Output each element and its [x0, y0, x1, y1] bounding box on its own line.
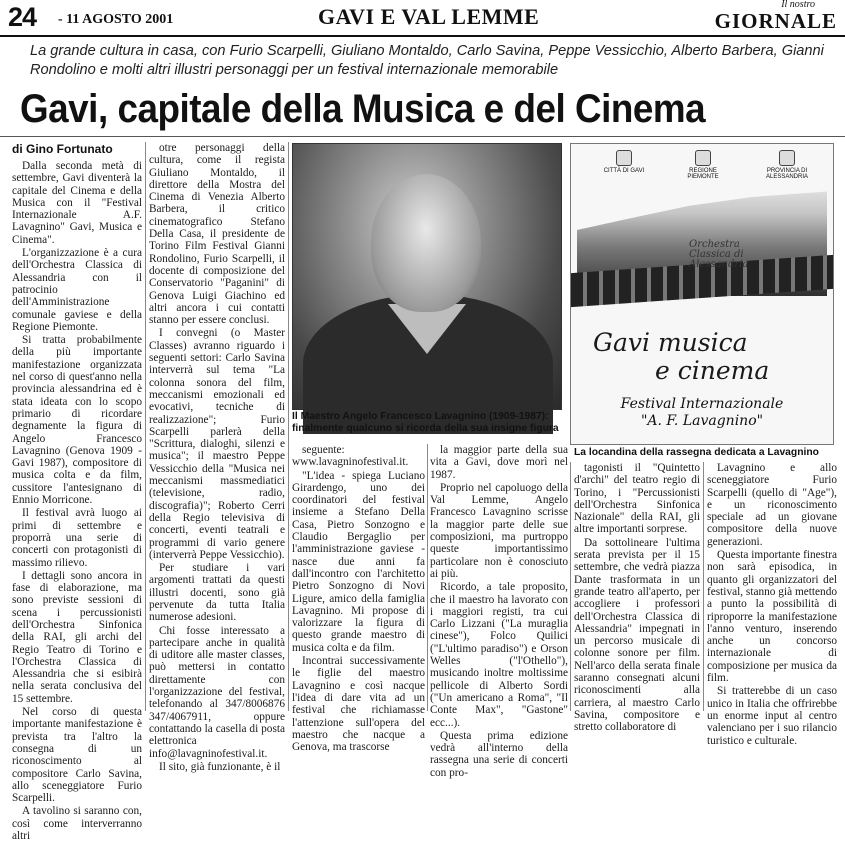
article-column-5 [574, 462, 700, 734]
column-divider [288, 142, 289, 711]
poster-caption: La locandina della rassegna dedicata a Lavagnino [574, 447, 819, 458]
paragraph: Lavagnino e allo sceneggiatore Furio Scarpelli (quello di "Age"), e un riconoscimento speciale ad un giovane compositore della nuove generazioni. [707, 462, 837, 548]
paragraph: I dettagli sono ancora in fase di elaborazione, ma sono previste sessioni di scena i percussionisti dell'Orchestra Sinfonica della RAI, gli archi del Regio Teatro di Torino e l'Orchestra Classica di Alessandria che si esibirà nella serata conclusiva del 15 settembre. [12, 569, 142, 705]
paragraph: la maggior parte della sua vita a Gavi, dove morì nel 1987. [430, 444, 568, 481]
logo-big-text: GIORNALE [714, 9, 837, 33]
column-divider [427, 444, 428, 711]
paragraph: "L'idea - spiega Luciano Girardengo, uno dei coordinatori del festival insieme a Stefano Della Casa, Pietro Sonzogno e Claudio Bergaglio per l'amministrazione gaviese - nasce due anni fa dall'incontro con l'architetto Pietro Sonzogno di Novi Ligure, amico della famiglia Lavagnino. Mi propose di valorizzare la figura di questo grande maestro di musica colta e da film. [292, 469, 425, 654]
poster-title: Gavi musica e cinema [593, 328, 770, 385]
paragraph: Dalla seconda metà di settembre, Gavi diventerà la capitale del Cinema e della Musica con il "Festival Internazionale A.F. Lavagnino" Gavi, Musica e Cinema". [12, 160, 142, 246]
paragraph: seguente: www.lavagninofestival.it. [292, 444, 409, 469]
article-subtitle: La grande cultura in casa, con Furio Scarpelli, Giuliano Montaldo, Carlo Savina, Peppe Vessicchio, Alberto Barbera, Gianni Rondolino e molti altri illustri personaggi per un festival internazionale memorabile [30, 43, 824, 78]
paragraph: otre personaggi della cultura, come il regista Giuliano Montaldo, il direttore della Mostra del Cinema di Venezia Alberto Barbera, il critico cinematografico Stefano Della Casa, il presidente de Torino Film Festival Gianni Rondolino, Furio Scarpelli, il docente di composizione del Conservatorio "Paganini" di Genova Luigi Giachino ed altri ancora i cui contatti stanno per essere conclusi. [149, 142, 285, 327]
paragraph: Si tratta probabilmente della più importante manifestazione organizzata nel corso di quest'anno nella provincia alessandrina ed è stata ideata con lo scopo primario di ricordare degnamente la figura di Angelo Francesco Lavagnino (Genova 1909 - Gavi 1987), compositore di musica colta e da film, cussitore l'antesignano di Ennio Morricone. [12, 334, 142, 507]
article-column-1 [12, 160, 142, 842]
poster-logo-provincia: PROVINCIA DI ALESSANDRIA [751, 150, 823, 180]
logo-small-text: Il nostro [781, 0, 815, 10]
coat-of-arms-icon [616, 150, 632, 166]
poster-logo-regione: REGIONE PIEMONTE [673, 150, 733, 180]
column-divider [703, 462, 704, 711]
poster-logos [571, 150, 833, 180]
article-column-4 [430, 444, 568, 779]
paragraph: Il sito, già funzionante, è il [159, 760, 281, 773]
column-divider [570, 462, 571, 711]
paragraph: Nel corso di questa importante manifestazione è prevista tra l'altro la consegna di un riconoscimento al compositore Carlo Savina, allo sceneggiatore Furio Scarpelli. [12, 706, 142, 805]
article-headline: Gavi, capitale della Musica e del Cinema [20, 87, 706, 131]
cross-emblem-icon [695, 150, 711, 166]
paragraph: Chi fosse interessato a partecipare anche in qualità di uditore alle master classes, può mettersi in contatto direttamente con l'organizzazione del festival, telefonando al 347/8006876 347/4067911, oppure contattando la casella di posta elettronica info@lavagninofestival.it. [149, 624, 285, 760]
paragraph: Si tratterebbe di un caso unico in Italia che offrirebbe un enorme input al centro valenciano per i suo rilancio turistico e culturale. [707, 685, 837, 747]
poster-festival-name: Festival Internazionale "A. F. Lavagnino" [620, 396, 784, 429]
section-title: GAVI E VAL LEMME [318, 4, 540, 29]
newspaper-logo [715, 0, 837, 32]
paragraph: Da sottolineare l'ultima serata prevista per il 15 settembre, che vedrà piazza Dante trasformata in un grande teatro all'aperto, per accogliere i professori dell'Orchestra Classica di Alessandria" impegnati in un percorso musicale di colonne sonore per film. Nell'arco della serata finale saranno consegnati alcuni riconoscimenti alla carriera, al maestro Carlo Savina, compositore e stretto collaboratore di [574, 536, 700, 734]
paragraph: Incontrai successivamente le figlie del maestro Lavagnino e così nacque l'idea di dare vita ad un festival che richiamasse l'attenzione sull'opera del maestro che nacque a Genova, ma trascorse [292, 655, 425, 754]
issue-date: - 11 AGOSTO 2001 [58, 12, 174, 27]
paragraph: Questa importante finestra non sarà episodica, in quanto gli organizzatori del festival, stanno già mettendo a punto la possibilità di riproporre la manifestazione l'anno venturo, inserendo anche un concorso internazionale di composizione per musica da film. [707, 549, 837, 685]
photo-figure-head [371, 174, 481, 312]
crest-icon [779, 150, 795, 166]
page-header [0, 0, 845, 34]
paragraph: Questa prima edizione vedrà all'interno della rassegna una serie di concerti con pro- [430, 729, 568, 779]
paragraph: Proprio nel capoluogo della Val Lemme, Angelo Francesco Lavagnino scrisse la maggior parte delle sue composizioni, ma purtroppo queste importantissimo particolare non è conosciuto ai più. [430, 481, 568, 580]
article-column-2 [149, 142, 285, 773]
paragraph: L'organizzazione è a cura dell'Orchestra Classica di Alessandria con il patrocinio dell'Amministrazione comunale gaviese e della Regione Piemonte. [12, 247, 142, 333]
festival-poster [570, 143, 834, 445]
paragraph: A tavolino si saranno con, così come interverranno altri [12, 805, 142, 842]
poster-orchestra-mark: Orchestra Classica di Alessandria [689, 239, 749, 270]
paragraph: Il festival avrà luogo ai primi di settembre e proporrà una serie di concerti con protagonisti di massimo rilievo. [12, 507, 142, 569]
paragraph: Ricordo, a tale proposito, che il maestro ha lavorato con i maggiori registi, tra cui Carlo Lizzani ("La muraglia cinese"), Folco Quilici ("L'ultimo paradiso") e Orson Welles ("l'Othello"), musicando inoltre moltissime pellicole di Alberto Sordi ("Un americano a Roma", "Il Conte Max", "Gastone" ecc...). [430, 581, 568, 729]
page-number: 24 [8, 2, 37, 32]
portrait-photo [292, 143, 562, 410]
poster-logo-gavi: CITTÀ DI GAVI [599, 150, 649, 174]
paragraph: Per studiare i vari argomenti trattati da questi illustri docenti, sono già pervenute da tutta Italia numerose adesioni. [149, 562, 285, 624]
article-column-3 [292, 444, 425, 754]
column-divider [145, 142, 146, 711]
photo-caption: Il Maestro Angelo Francesco Lavagnino (1909-1987): finalmente qualcuno si ricorda della sua insigne figura [292, 411, 559, 434]
article-column-6 [707, 462, 837, 747]
paragraph: tagonisti il "Quintetto d'archi" del teatro regio di Torino, i "Percussionisti dell'Orchestra Sinfonica Nazionale" della RAI, gli altre importanti sorprese. [574, 462, 700, 536]
headline-rule [0, 136, 845, 137]
article-byline: di Gino Fortunato [12, 142, 113, 156]
header-rule [0, 35, 845, 37]
paragraph: I convegni (o Master Classes) avranno riguardo i seguenti settori: Carlo Savina interverrà sul tema "La colonna sonora del film, meccanismi emozionali ed evocativi, tecniche di realizzazione"; Furio Scarpelli parlerà della "Scrittura, dialoghi, silenzi e musica"; il maestro Peppe Vessicchio della "Musica nei meccanismi massmediatici (televisione, radio, discografia)"; Roberto Cerri della Regio televisiva di concerti, eventi teatrali e programmi di vario genere (interverrà Peppe Vessicchio). [149, 327, 285, 561]
